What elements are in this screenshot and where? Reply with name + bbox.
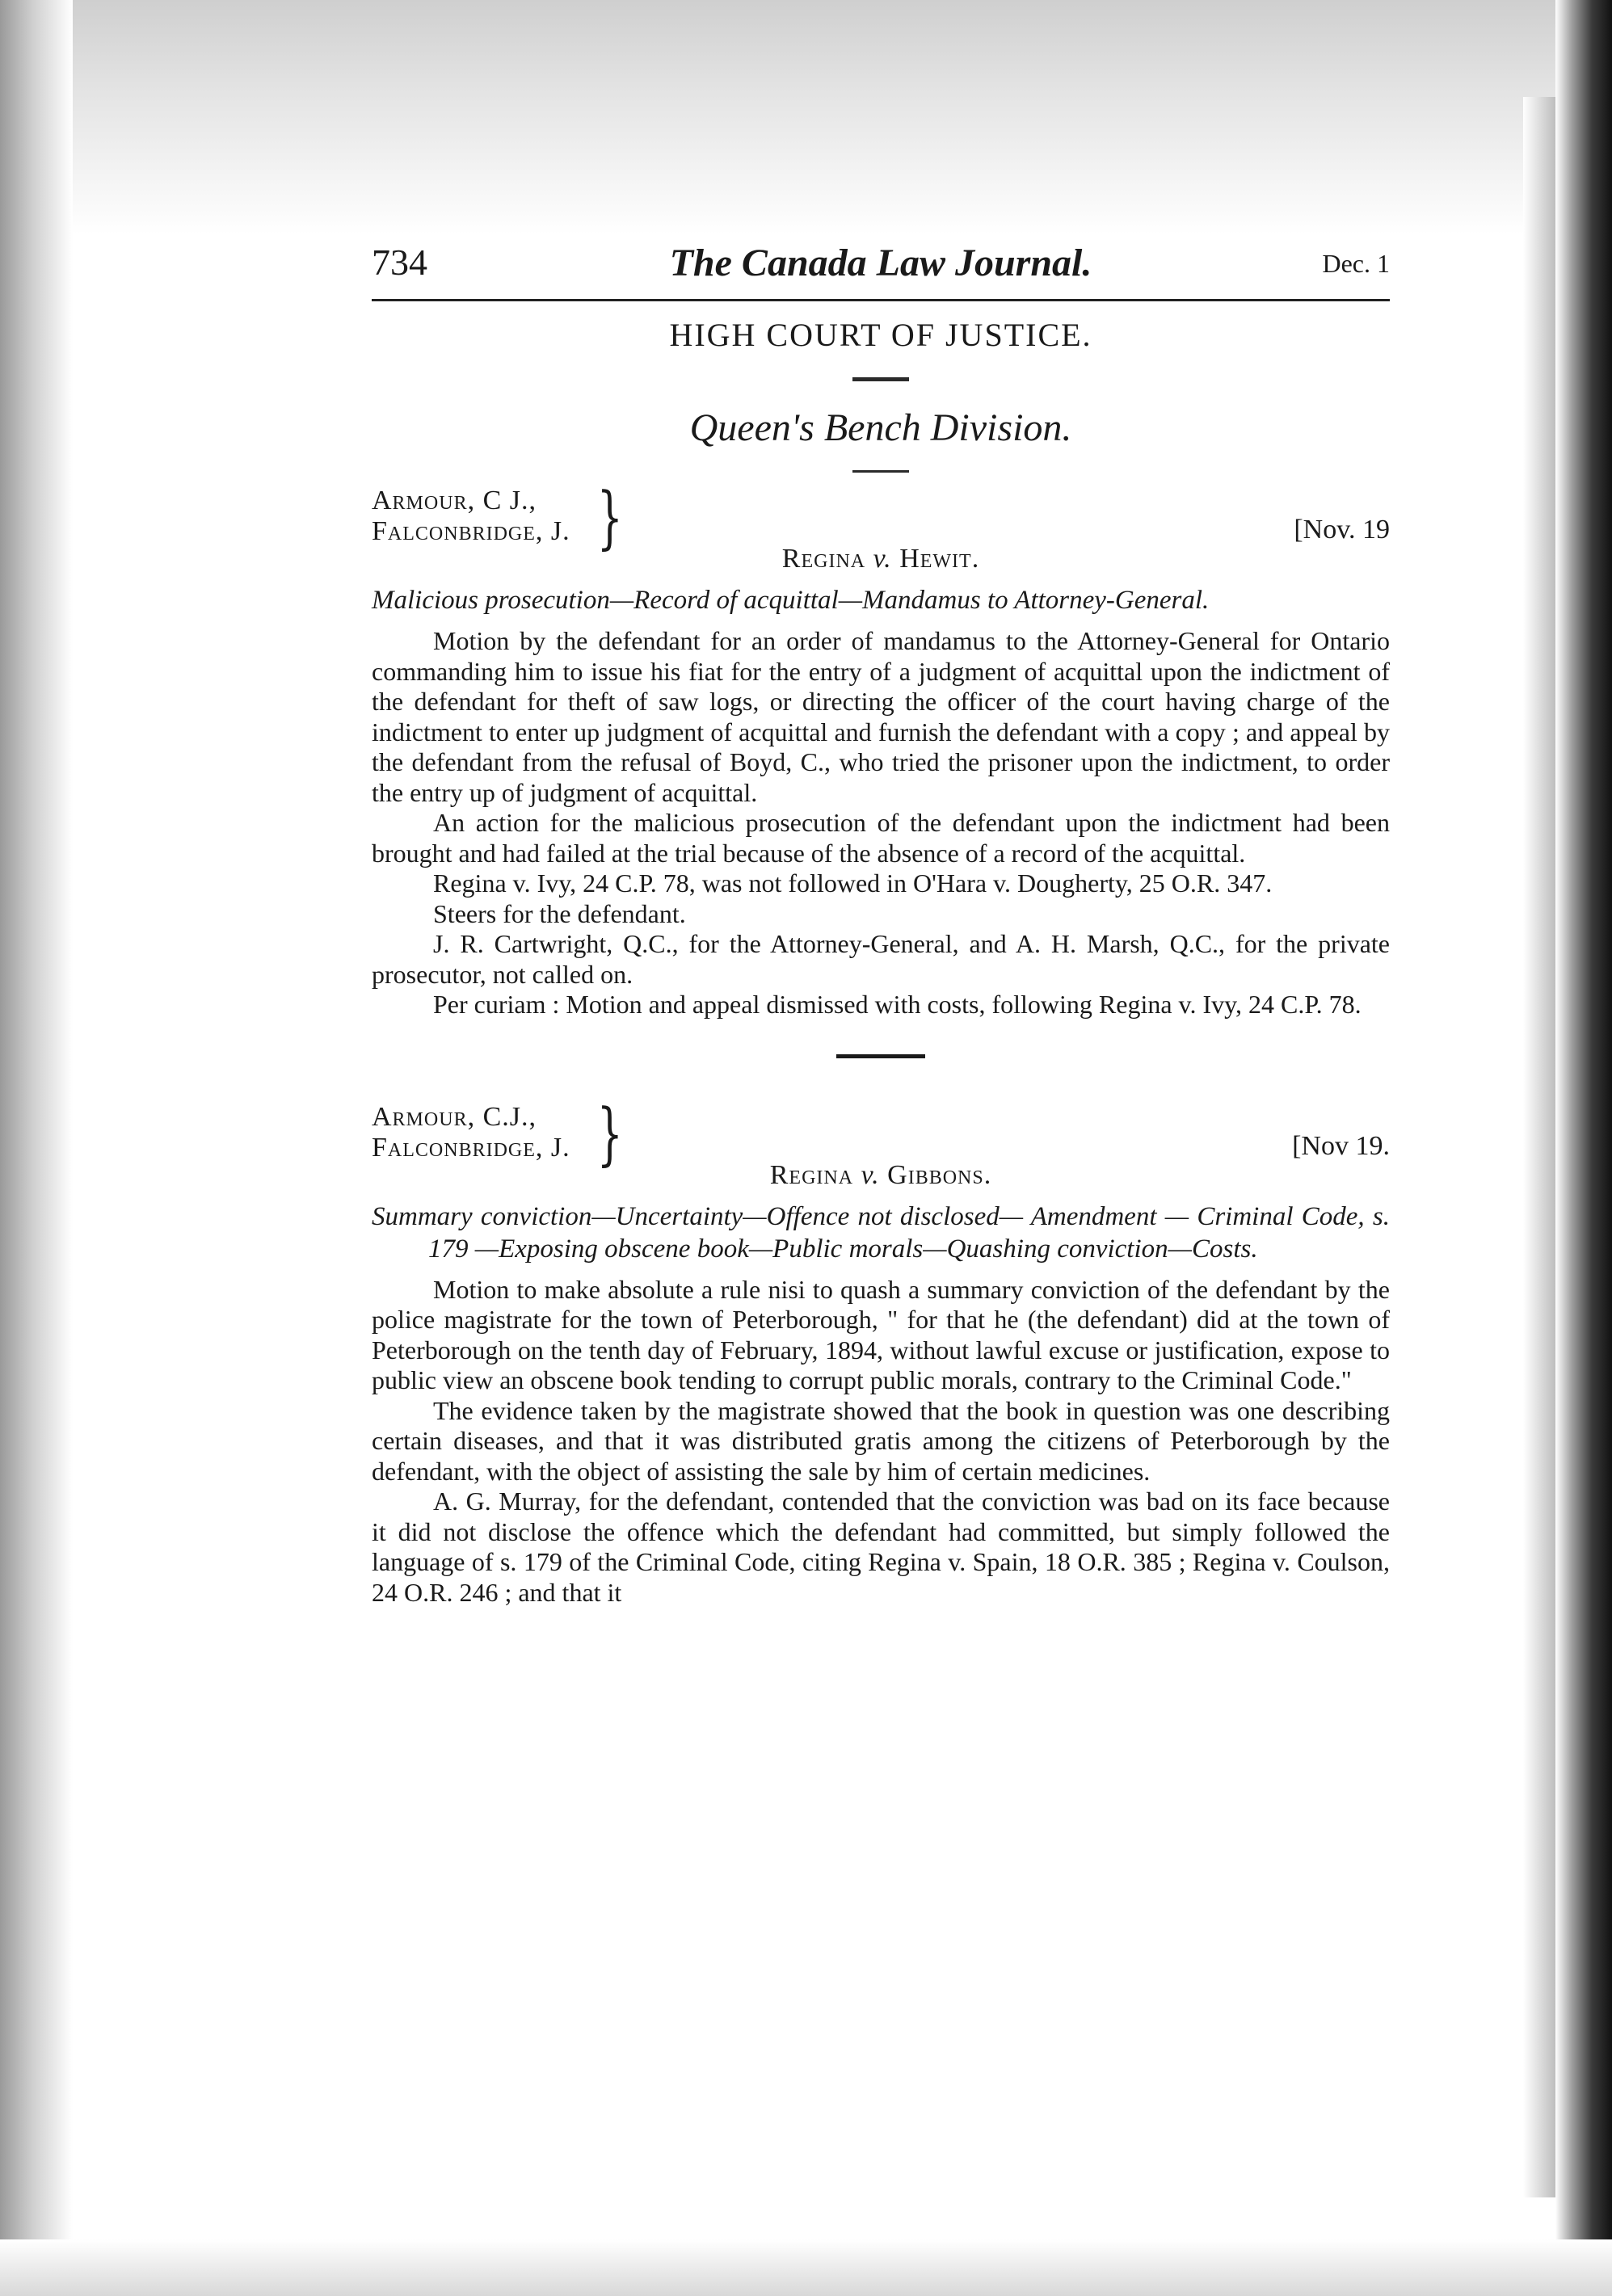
journal-page <box>372 234 1390 1608</box>
judges-list <box>372 486 570 547</box>
case-body <box>372 626 1390 1020</box>
division-heading: Queen's Bench Division. <box>689 406 1072 449</box>
case-versus: v. <box>873 544 892 574</box>
decision-date: [Nov. 19 <box>1294 515 1390 545</box>
case-versus: v. <box>861 1159 880 1190</box>
ornament-divider <box>852 377 909 381</box>
scan-shadow-bottom <box>0 2239 1612 2296</box>
case-header <box>372 1093 1390 1191</box>
case-headnote: Malicious prosecution—Record of acquittal—Mandamus to Attorney-General. <box>372 586 1210 615</box>
case-party: Gibbons. <box>887 1159 992 1190</box>
body-paragraph: Steers for the defendant. <box>433 898 686 928</box>
case-body <box>372 1275 1390 1608</box>
brace-glyph: } <box>596 1093 623 1173</box>
judge-name: Armour, C J., <box>372 486 537 515</box>
body-paragraph: A. G. Murray, for the defendant, contended that the conviction was bad on its face because it did not disclose the offence which the defendant had committed, but simply followed the language of s. 179 of the Criminal Code, citing Regina v. Spain, 18 O.R. 385 ; Regina v. Coulson, 24 O.R. 246 ; and that it <box>372 1487 1390 1607</box>
page-number: 734 <box>372 242 427 283</box>
journal-title: The Canada Law Journal. <box>669 242 1092 284</box>
case-headnote: Summary conviction—Uncertainty—Offence not disclosed— Amendment — Criminal Code, s. 179 —Exposing obscene book—Public morals—Quashing conviction—Costs. <box>372 1201 1390 1264</box>
body-paragraph: J. R. Cartwright, Q.C., for the Attorney-General, and A. H. Marsh, Q.C., for the private prosecutor, not called on. <box>372 929 1390 989</box>
case-party: Regina <box>769 1159 854 1190</box>
judge-name: Armour, C.J., <box>372 1101 537 1132</box>
scan-shadow-right-inner <box>1523 97 1555 2197</box>
case-header <box>372 477 1390 574</box>
body-paragraph: Motion to make absolute a rule nisi to quash a summary conviction of the defendant by the police magistrate for the town of Peterborough, " for that he (the defendant) did at the town of Peterborough on the tenth day of February, 1894, without lawful excuse or justification, expose to public view an obscene book tending to corrupt public morals, contrary to the Criminal Code." <box>372 1274 1390 1394</box>
issue-date: Dec. 1 <box>1322 249 1390 278</box>
body-paragraph: Motion by the defendant for an order of mandamus to the Attorney-General for Ontario commanding him to issue his fiat for the entry of a judgment of acquittal upon the indictment of the defendant for theft of saw logs, or directing the officer of the court having charge of the indictment to enter up judgment of acquittal and furnish the defendant with a copy ; and appeal by the defendant from the refusal of Boyd, C., who tried the prisoner upon the indictment, to order the entry up of judgment of acquittal. <box>372 626 1390 807</box>
court-heading: HIGH COURT OF JUSTICE. <box>669 317 1092 353</box>
scan-shadow-top <box>0 0 1612 234</box>
decision-date: [Nov 19. <box>1292 1130 1390 1161</box>
scan-shadow-left <box>0 0 73 2296</box>
body-paragraph: An action for the malicious prosecution of the defendant upon the indictment had been brought and had failed at the trial because of the absence of a record of the acquittal. <box>372 808 1390 868</box>
scan-shadow-right <box>1555 0 1612 2296</box>
case-party: Hewit. <box>899 544 980 574</box>
case-party: Regina <box>781 544 866 574</box>
judge-name: Falconbridge, J. <box>372 516 570 546</box>
case-title <box>372 1160 1390 1191</box>
case-title <box>372 544 1390 574</box>
body-paragraph: Per curiam : Motion and appeal dismissed with costs, following Regina v. Ivy, 24 C.P. 78. <box>433 990 1362 1019</box>
brace-glyph: } <box>596 477 623 557</box>
short-divider <box>852 470 909 473</box>
judges-list <box>372 1102 570 1163</box>
body-paragraph: Regina v. Ivy, 24 C.P. 78, was not followed in O'Hara v. Dougherty, 25 O.R. 347. <box>433 868 1273 898</box>
running-head <box>372 234 1390 301</box>
body-paragraph: The evidence taken by the magistrate showed that the book in question was one describing certain diseases, and that it was distributed gratis among the citizens of Peterborough by the defendant, with the object of assisting the sale by him of certain medicines. <box>372 1395 1390 1486</box>
judge-name: Falconbridge, J. <box>372 1132 570 1163</box>
